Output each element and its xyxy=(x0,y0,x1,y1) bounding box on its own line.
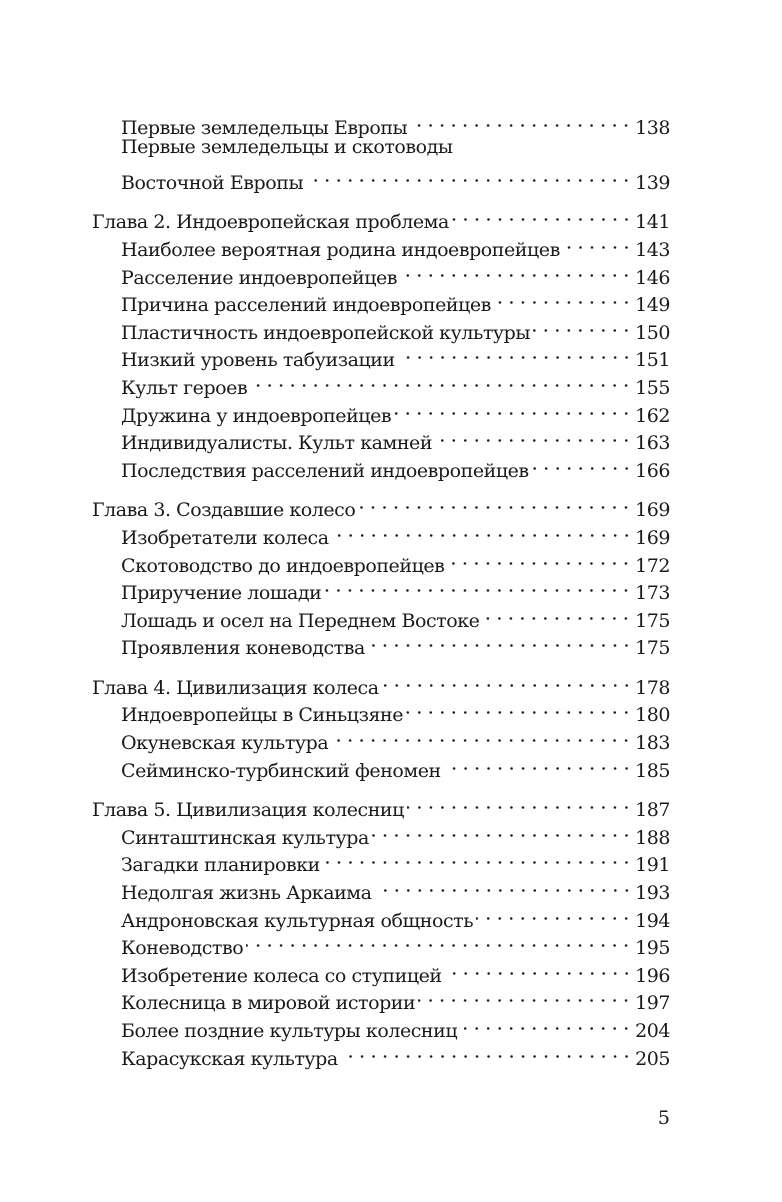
table-of-contents xyxy=(92,106,670,1070)
toc-chapter-entry xyxy=(92,666,670,699)
toc-entry-page: 183 xyxy=(635,732,670,755)
toc-chapter-entry xyxy=(92,489,670,522)
toc-entry-page: 175 xyxy=(635,637,670,660)
toc-entry-title: Синташтинская культура xyxy=(121,826,369,849)
toc-section-entry xyxy=(92,106,670,139)
dot-leader xyxy=(324,572,632,600)
toc-entry-page: 151 xyxy=(635,349,670,372)
dot-leader xyxy=(331,721,632,749)
dot-leader xyxy=(563,228,632,256)
toc-entry-page: 169 xyxy=(635,526,670,549)
toc-entry-page: 150 xyxy=(635,321,670,344)
dot-leader xyxy=(447,544,632,572)
toc-entry-page: 187 xyxy=(635,799,670,822)
toc-entry-page: 169 xyxy=(635,499,670,522)
toc-entry-title: Первые земледельцы Европы xyxy=(121,116,408,139)
toc-entry-title: Последствия расселений индоевропейцев xyxy=(121,459,529,482)
toc-entry-title: Недолгая жизнь Аркаима xyxy=(121,882,372,905)
dot-leader xyxy=(410,106,632,134)
dot-leader xyxy=(306,161,632,189)
toc-entry-page: 175 xyxy=(635,609,670,632)
toc-entry-page: 178 xyxy=(635,676,670,699)
toc-entry-title: Сейминско-турбинский феномен xyxy=(121,759,441,782)
dot-leader xyxy=(533,311,632,339)
toc-entry-page: 138 xyxy=(635,116,670,139)
toc-entry-title: Индивидуалисты. Культ камней xyxy=(121,432,433,455)
toc-entry-title: Андроновская культурная общность xyxy=(121,909,474,932)
toc-entry-page: 196 xyxy=(635,964,670,987)
dot-leader xyxy=(372,816,632,844)
toc-entry-page: 155 xyxy=(635,376,670,399)
dot-leader xyxy=(250,366,632,394)
toc-entry-title: Индоевропейцы в Синьцзяне xyxy=(121,704,404,727)
toc-entry-title: Наиболее вероятная родина индоевропейцев xyxy=(121,238,560,261)
toc-entry-title: Глава 3. Создавшие колесо xyxy=(92,499,356,522)
toc-entry-page: 185 xyxy=(635,759,670,782)
toc-entry-title: Первые земледельцы и скотоводы xyxy=(121,135,453,158)
toc-entry-page: 193 xyxy=(635,882,670,905)
toc-entry-title: Карасукская культура xyxy=(121,1047,338,1070)
toc-entry-page: 191 xyxy=(635,854,670,877)
dot-leader xyxy=(406,694,632,722)
dot-leader xyxy=(452,201,632,229)
toc-entry-title: Изобретатели колеса xyxy=(121,526,329,549)
toc-entry-title: Окуневская культура xyxy=(121,732,329,755)
toc-entry-page: 204 xyxy=(635,1020,670,1042)
toc-entry-title: Колесница в мировой истории xyxy=(121,992,416,1015)
toc-entry-title: Проявления коневодства xyxy=(121,637,365,660)
toc-entry-page: 195 xyxy=(635,937,670,960)
toc-entry-page: 172 xyxy=(635,554,670,577)
dot-leader xyxy=(494,284,632,312)
toc-entry-page: 146 xyxy=(635,266,670,289)
dot-leader xyxy=(382,666,632,694)
toc-entry-page: 163 xyxy=(635,432,670,455)
dot-leader xyxy=(341,1037,632,1065)
toc-entry-title: Более поздние культуры колесниц xyxy=(121,1020,458,1042)
toc-entry-title: Восточной Европы xyxy=(121,171,304,194)
toc-entry-title: Коневодство xyxy=(121,937,244,960)
dot-leader xyxy=(358,489,632,517)
toc-entry-title: Низкий уровень табуизации xyxy=(121,349,395,372)
dot-leader xyxy=(398,339,632,367)
dot-leader xyxy=(407,789,632,817)
toc-section-entry xyxy=(92,134,670,162)
toc-entry-title: Причина расселений индоевропейцев xyxy=(121,294,491,317)
toc-entry-title: Дружина у индоевропейцев xyxy=(121,404,392,427)
toc-entry-page: 194 xyxy=(635,909,670,932)
toc-entry-page: 173 xyxy=(635,582,670,605)
toc-entry-title: Скотоводство до индоевропейцев xyxy=(121,554,445,577)
toc-entry-page: 205 xyxy=(635,1047,670,1070)
dot-leader xyxy=(332,516,632,544)
dot-leader xyxy=(532,449,632,477)
dot-leader xyxy=(246,927,632,955)
dot-leader xyxy=(368,627,632,655)
toc-entry-page: 139 xyxy=(635,171,670,194)
dot-leader xyxy=(445,954,632,982)
toc-entry-page: 162 xyxy=(635,404,670,427)
dot-leader xyxy=(476,899,632,927)
toc-entry-title: Расселение индоевропейцев xyxy=(121,266,398,289)
toc-entry-page: 143 xyxy=(635,238,670,261)
toc-entry-title: Изобретение колеса со ступицей xyxy=(121,964,442,987)
toc-entry-page: 166 xyxy=(635,459,670,482)
dot-leader xyxy=(444,749,632,777)
toc-entry-page: 197 xyxy=(635,992,670,1015)
toc-chapter-entry xyxy=(92,789,670,822)
dot-leader xyxy=(400,256,632,284)
dot-leader xyxy=(435,422,632,450)
toc-entry-title: Глава 5. Цивилизация колесниц xyxy=(92,799,404,822)
dot-leader xyxy=(394,394,632,422)
toc-entry-title: Глава 4. Цивилизация колеса xyxy=(92,676,379,699)
toc-entry-page: 141 xyxy=(635,211,670,234)
toc-entry-title: Культ героев xyxy=(121,376,248,399)
toc-entry-page: 180 xyxy=(635,704,670,727)
dot-leader xyxy=(418,982,632,1010)
dot-leader xyxy=(482,599,632,627)
toc-entry-page: 188 xyxy=(635,826,670,849)
dot-leader xyxy=(460,1009,632,1037)
page-number: 5 xyxy=(657,1107,670,1129)
dot-leader xyxy=(323,844,632,872)
toc-entry-page: 149 xyxy=(635,294,670,317)
toc-entry-title: Лошадь и осел на Переднем Востоке xyxy=(121,609,480,632)
toc-entry-title: Глава 2. Индоевропейская проблема xyxy=(92,211,449,234)
toc-entry-title: Приручение лошади xyxy=(121,582,322,605)
toc-section-entry xyxy=(92,161,670,194)
toc-chapter-entry xyxy=(92,201,670,234)
toc-entry-title: Загадки планировки xyxy=(121,854,320,877)
toc-entry-title: Пластичность индоевропейской культуры xyxy=(121,321,531,344)
dot-leader xyxy=(375,871,633,899)
